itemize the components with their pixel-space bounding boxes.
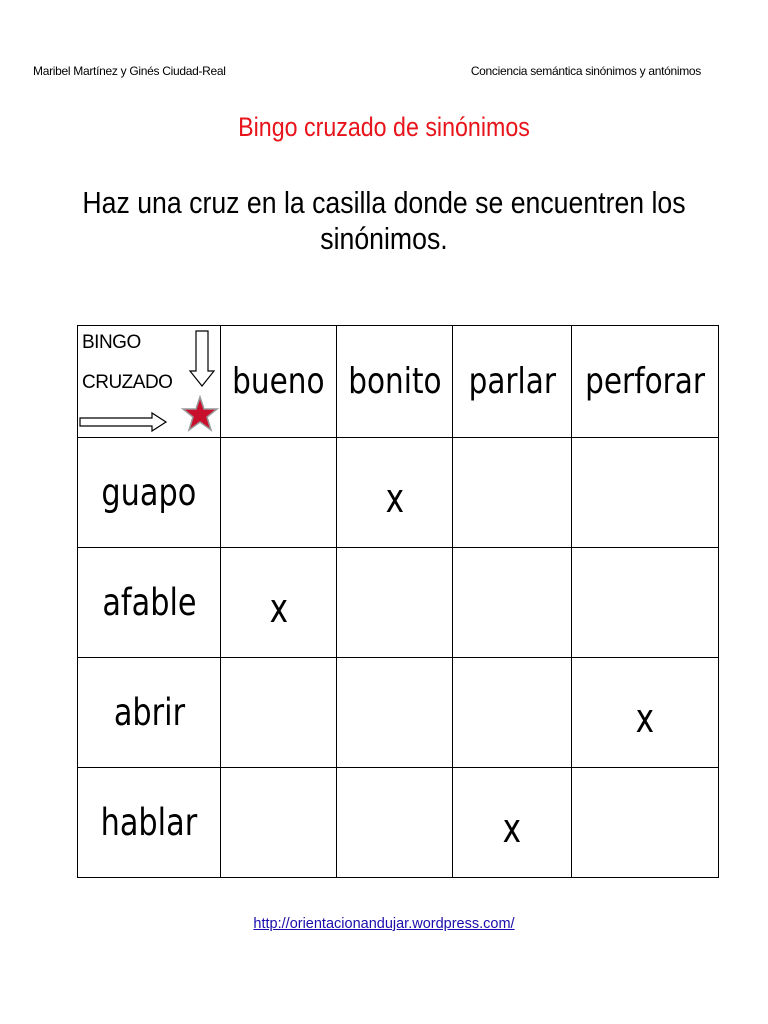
grid-cell[interactable]: x [572,658,719,768]
grid-cell[interactable] [337,548,453,658]
corner-cell [78,326,221,438]
grid-cell[interactable] [572,768,719,878]
grid-cell[interactable]: x [337,438,453,548]
header-topic: Conciencia semántica sinónimos y antónimos [470,64,701,78]
column-header: bonito [337,326,453,438]
table-row [78,768,719,878]
grid-cell[interactable] [453,548,572,658]
column-header: perforar [572,326,719,438]
corner-label-bingo: BINGO [82,332,141,353]
header-author: Maribel Martínez y Ginés Ciudad-Real [33,64,226,78]
row-label: abrir [78,658,221,768]
grid-cell[interactable] [221,658,337,768]
worksheet-title: Bingo cruzado de sinónimos [238,112,530,142]
grid-cell[interactable] [572,438,719,548]
column-header: bueno [221,326,337,438]
grid-cell[interactable] [221,768,337,878]
grid-cell[interactable] [453,438,572,548]
grid-cell[interactable] [453,658,572,768]
grid-cell[interactable] [221,438,337,548]
row-label: hablar [78,768,221,878]
grid-cell[interactable] [337,768,453,878]
bingo-table [77,325,719,878]
grid-cell[interactable]: x [221,548,337,658]
row-label: afable [78,548,221,658]
grid-cell[interactable] [572,548,719,658]
table-row [78,548,719,658]
grid-cell[interactable]: x [453,768,572,878]
table-row [78,438,719,548]
instruction-text: Haz una cruz en la casilla donde se encuentren los sinónimos. [82,185,686,256]
grid-cell[interactable] [337,658,453,768]
header-row [78,326,719,438]
column-header: parlar [453,326,572,438]
website-link[interactable]: http://orientacionandujar.wordpress.com/ [253,916,515,932]
corner-label-cruzado: CRUZADO [82,372,173,393]
table-row [78,658,719,768]
row-label: guapo [78,438,221,548]
